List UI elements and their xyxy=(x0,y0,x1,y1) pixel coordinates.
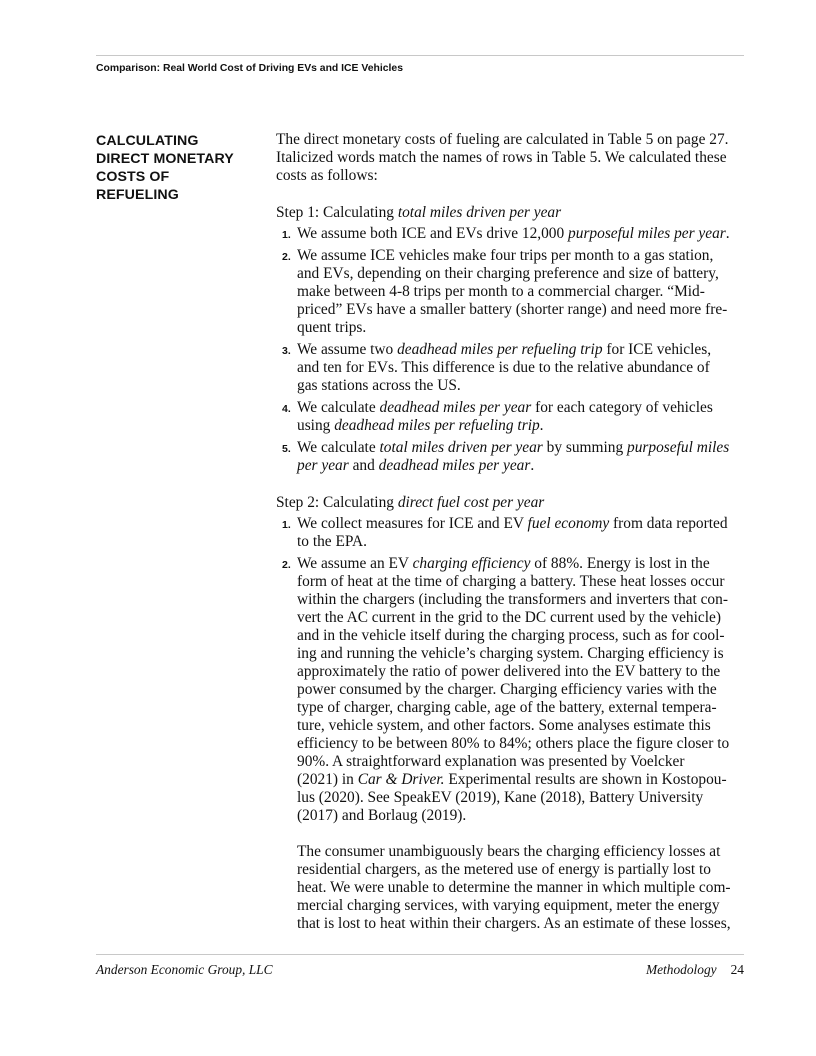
text-line: (2017) and Borlaug (2019). xyxy=(297,807,467,824)
text-line: heat. We were unable to determine the manner in which multiple com- xyxy=(297,879,731,896)
text-line: vert the AC current in the grid to the DC current used by the vehicle) xyxy=(297,609,721,626)
text-line: within the chargers (including the transformers and inverters that con- xyxy=(297,591,728,608)
list-number: 5. xyxy=(282,443,291,455)
text-line: ture, vehicle system, and other factors. Some analyses estimate this xyxy=(297,717,711,734)
footer-organization: Anderson Economic Group, LLC xyxy=(96,962,273,977)
step1-heading xyxy=(276,204,748,222)
footer-section: Methodology xyxy=(645,962,717,977)
text-line: and in the vehicle itself during the charging process, such as for cool- xyxy=(297,627,725,644)
text-line: efficiency to be between 80% to 84%; others place the figure closer to xyxy=(297,735,730,752)
text-line: mercial charging services, with varying equipment, meter the energy xyxy=(297,897,720,914)
list-item xyxy=(276,515,748,551)
text-line: gas stations across the US. xyxy=(297,377,461,394)
text-line: form of heat at the time of charging a battery. These heat losses occur xyxy=(297,573,725,590)
intro-paragraph xyxy=(276,131,748,185)
header-rule xyxy=(96,55,744,56)
text-line: (2021) in Car & Driver. Experimental results are shown in Kostopou- xyxy=(297,771,727,788)
text-line: ing and running the vehicle’s charging system. Charging efficiency is xyxy=(297,645,724,662)
text-line: We assume two deadhead miles per refueling trip for ICE vehicles, xyxy=(297,341,712,358)
body-text xyxy=(276,131,748,933)
text-line: per year and deadhead miles per year. xyxy=(297,457,535,474)
text-line: We assume ICE vehicles make four trips per month to a gas station, xyxy=(297,247,714,264)
page-number: 24 xyxy=(730,962,744,977)
list-item xyxy=(276,555,748,825)
text-line: residential chargers, as the metered use of energy is partially lost to xyxy=(297,861,711,878)
list-item xyxy=(276,341,748,395)
text-line: lus (2020). See SpeakEV (2019), Kane (2018), Battery University xyxy=(297,789,704,806)
step1-list xyxy=(276,225,748,475)
text-line: We calculate total miles driven per year by summing purposeful miles xyxy=(297,439,730,456)
text-line: 90%. A straightforward explanation was presented by Voelcker xyxy=(297,753,685,770)
text-line: and EVs, depending on their charging preference and size of battery, xyxy=(297,265,719,282)
list-item xyxy=(276,399,748,435)
section-heading xyxy=(96,132,266,204)
list-item xyxy=(276,225,748,243)
list-number: 3. xyxy=(282,345,291,357)
step-label-italic: direct fuel cost per year xyxy=(397,494,545,511)
text-line: Italicized words match the names of rows in Table 5. We calculated these xyxy=(276,149,727,166)
step2-heading xyxy=(276,494,748,512)
text-line: We calculate deadhead miles per year for each category of vehicles xyxy=(297,399,713,416)
list-item xyxy=(276,439,748,475)
text-line: approximately the ratio of power delivered into the EV battery to the xyxy=(297,663,721,680)
section-heading-line: REFUELING xyxy=(96,187,179,203)
list-number: 2. xyxy=(282,559,291,571)
text-line: and ten for EVs. This difference is due to the relative abundance of xyxy=(297,359,710,376)
section-heading-line: CALCULATING xyxy=(96,133,199,149)
text-line: quent trips. xyxy=(297,319,367,336)
text-line: The direct monetary costs of fueling are calculated in Table 5 on page 27. xyxy=(276,131,729,148)
text-line: We collect measures for ICE and EV fuel economy from data reported xyxy=(297,515,728,532)
text-line: using deadhead miles per refueling trip. xyxy=(297,417,544,434)
section-heading-line: DIRECT MONETARY xyxy=(96,151,234,167)
step2-list xyxy=(276,515,748,825)
list-number: 2. xyxy=(282,251,291,263)
text-line: power consumed by the charger. Charging efficiency varies with the xyxy=(297,681,717,698)
text-line: priced” EVs have a smaller battery (shorter range) and need more fre- xyxy=(297,301,728,318)
text-line: We assume both ICE and EVs drive 12,000 purposeful miles per year. xyxy=(297,225,730,242)
list-number: 1. xyxy=(282,229,291,241)
text-line: that is lost to heat within their chargers. As an estimate of these losses, xyxy=(297,915,731,932)
text-line: We assume an EV charging efficiency of 88%. Energy is lost in the xyxy=(297,555,710,572)
step-label: Step 2: Calculating xyxy=(276,494,398,511)
list-number: 4. xyxy=(282,403,291,415)
footer-page-info xyxy=(646,962,744,978)
text-line: costs as follows: xyxy=(276,167,378,184)
continuation-paragraph xyxy=(276,843,748,933)
text-line: make between 4-8 trips per month to a commercial charger. “Mid- xyxy=(297,283,705,300)
footer-rule xyxy=(96,954,744,955)
step-label: Step 1: Calculating xyxy=(276,204,398,221)
text-line: The consumer unambiguously bears the charging efficiency losses at xyxy=(297,843,721,860)
text-line: type of charger, charging cable, age of the battery, external tempera- xyxy=(297,699,717,716)
running-header: Comparison: Real World Cost of Driving EVs and ICE Vehicles xyxy=(96,63,403,74)
step-label-italic: total miles driven per year xyxy=(397,204,562,221)
list-item xyxy=(276,247,748,337)
section-heading-line: COSTS OF xyxy=(96,169,170,185)
list-number: 1. xyxy=(282,519,291,531)
text-line: to the EPA. xyxy=(297,533,367,550)
